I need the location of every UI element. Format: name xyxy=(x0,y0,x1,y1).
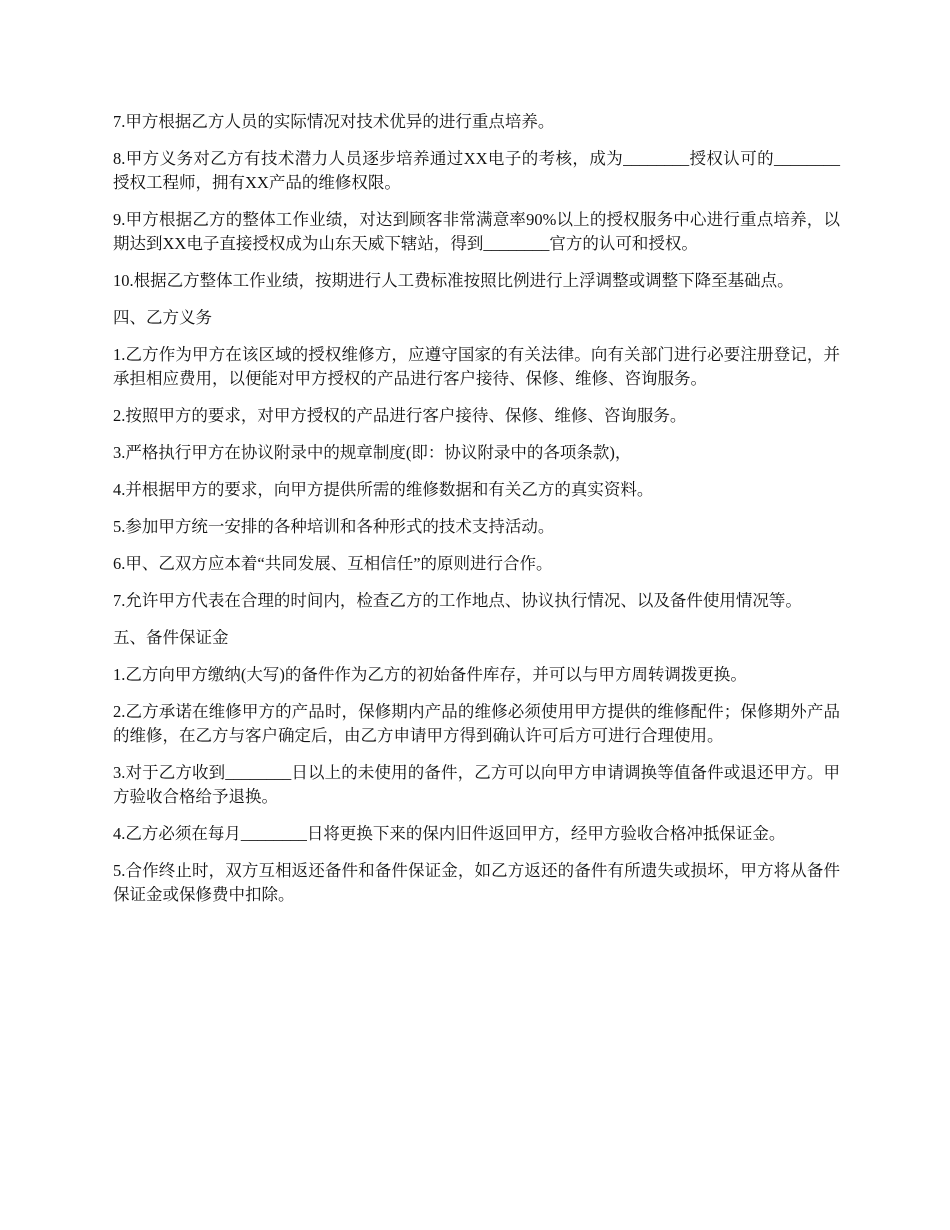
clause-5-item-4: 4.乙方必须在每月________日将更换下来的保内旧件返回甲方，经甲方验收合格冲抵保证金。 xyxy=(113,824,786,843)
clause-4-item-4: 4.并根据甲方的要求，向甲方提供所需的维修数据和有关乙方的真实资料。 xyxy=(113,480,654,499)
clause-4-item-1: 1.乙方作为甲方在该区域的授权维修方，应遵守国家的有关法律。向有关部门进行必要注册登记，并承担相应费用，以便能对甲方授权的产品进行客户接待、保修、维修、咨询服务。 xyxy=(113,345,840,388)
clause-5-item-3: 3.对于乙方收到________日以上的未使用的备件，乙方可以向甲方申请调换等值备件或退还甲方。甲方验收合格给予退换。 xyxy=(113,763,840,806)
document-page xyxy=(113,110,840,920)
clause-4-item-7: 7.允许甲方代表在合理的时间内，检查乙方的工作地点、协议执行情况、以及备件使用情况等。 xyxy=(113,591,802,610)
clause-5-item-1: 1.乙方向甲方缴纳(大写)的备件作为乙方的初始备件库存，并可以与甲方周转调拨更换。 xyxy=(113,665,747,684)
clause-4-item-3: 3.严格执行甲方在协议附录中的规章制度(即：协议附录中的各项条款)， xyxy=(113,443,632,462)
clause-3-item-7: 7.甲方根据乙方人员的实际情况对技术优异的进行重点培养。 xyxy=(113,112,555,131)
clause-3-item-8: 8.甲方义务对乙方有技术潜力人员逐步培养通过XX电子的考核，成为________授权认可的________授权工程师，拥有XX产品的维修权限。 xyxy=(113,149,840,192)
clause-5-item-2: 2.乙方承诺在维修甲方的产品时，保修期内产品的维修必须使用甲方提供的维修配件；保修期外产品的维修，在乙方与客户确定后，由乙方申请甲方得到确认许可后方可进行合理使用。 xyxy=(113,702,840,745)
clause-3-item-10: 10.根据乙方整体工作业绩，按期进行人工费标准按照比例进行上浮调整或调整下降至基础点。 xyxy=(113,271,794,290)
clause-3-item-9: 9.甲方根据乙方的整体工作业绩，对达到顾客非常满意率90%以上的授权服务中心进行重点培养，以期达到XX电子直接授权成为山东天威下辖站，得到________官方的认可和授权。 xyxy=(113,210,840,253)
clause-4-item-5: 5.参加甲方统一安排的各种培训和各种形式的技术支持活动。 xyxy=(113,517,555,536)
clause-4-item-6: 6.甲、乙双方应本着“共同发展、互相信任”的原则进行合作。 xyxy=(113,554,553,573)
section-heading-4: 四、乙方义务 xyxy=(113,308,212,327)
clause-4-item-2: 2.按照甲方的要求，对甲方授权的产品进行客户接待、保修、维修、咨询服务。 xyxy=(113,406,687,425)
clause-5-item-5: 5.合作终止时，双方互相返还备件和备件保证金，如乙方返还的备件有所遗失或损坏，甲方将从备件保证金或保修费中扣除。 xyxy=(113,861,840,904)
section-heading-5: 五、备件保证金 xyxy=(113,628,229,647)
